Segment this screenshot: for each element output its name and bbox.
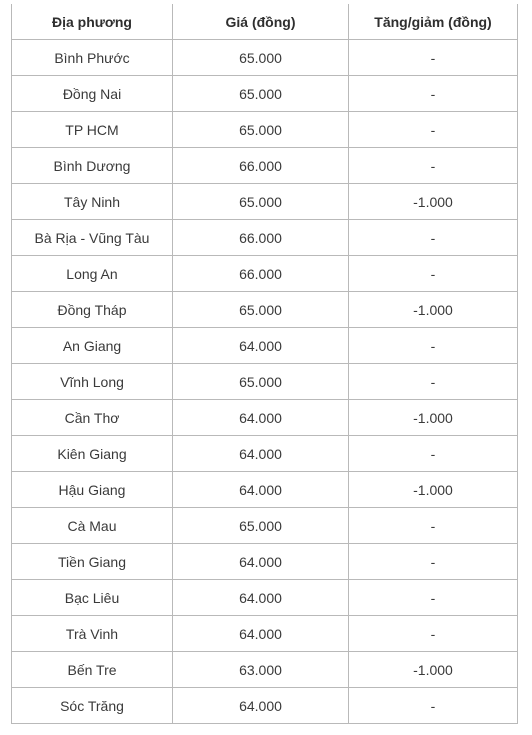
cell-change: - xyxy=(349,544,518,580)
table-row xyxy=(12,76,518,112)
cell-locality: Cà Mau xyxy=(12,508,173,544)
cell-change: - xyxy=(349,364,518,400)
cell-price: 65.000 xyxy=(173,40,349,76)
cell-change: -1.000 xyxy=(349,472,518,508)
cell-locality: An Giang xyxy=(12,328,173,364)
cell-locality: TP HCM xyxy=(12,112,173,148)
cell-change: - xyxy=(349,40,518,76)
cell-change: - xyxy=(349,112,518,148)
cell-locality: Hậu Giang xyxy=(12,472,173,508)
cell-change: -1.000 xyxy=(349,652,518,688)
header-row xyxy=(12,4,518,40)
cell-change: - xyxy=(349,148,518,184)
cell-locality: Tây Ninh xyxy=(12,184,173,220)
cell-locality: Đồng Nai xyxy=(12,76,173,112)
cell-locality: Bến Tre xyxy=(12,652,173,688)
cell-locality: Tiền Giang xyxy=(12,544,173,580)
cell-price: 65.000 xyxy=(173,76,349,112)
cell-price: 65.000 xyxy=(173,364,349,400)
cell-price: 65.000 xyxy=(173,112,349,148)
cell-locality: Cần Thơ xyxy=(12,400,173,436)
cell-price: 65.000 xyxy=(173,292,349,328)
table-row xyxy=(12,256,518,292)
cell-price: 64.000 xyxy=(173,436,349,472)
cell-locality: Sóc Trăng xyxy=(12,688,173,724)
cell-price: 66.000 xyxy=(173,148,349,184)
cell-change: - xyxy=(349,76,518,112)
cell-change: - xyxy=(349,220,518,256)
cell-change: - xyxy=(349,580,518,616)
cell-price: 63.000 xyxy=(173,652,349,688)
cell-locality: Vĩnh Long xyxy=(12,364,173,400)
cell-price: 64.000 xyxy=(173,616,349,652)
cell-change: -1.000 xyxy=(349,400,518,436)
cell-price: 66.000 xyxy=(173,220,349,256)
cell-price: 64.000 xyxy=(173,580,349,616)
cell-change: -1.000 xyxy=(349,184,518,220)
cell-locality: Long An xyxy=(12,256,173,292)
table-row xyxy=(12,580,518,616)
table-row xyxy=(12,40,518,76)
table-header xyxy=(12,4,518,40)
cell-price: 65.000 xyxy=(173,508,349,544)
cell-change: -1.000 xyxy=(349,292,518,328)
cell-price: 64.000 xyxy=(173,472,349,508)
header-price: Giá (đồng) xyxy=(173,4,349,40)
table-row xyxy=(12,544,518,580)
table-row xyxy=(12,184,518,220)
cell-price: 64.000 xyxy=(173,400,349,436)
table-body xyxy=(12,40,518,724)
table-row xyxy=(12,148,518,184)
cell-change: - xyxy=(349,328,518,364)
cell-price: 66.000 xyxy=(173,256,349,292)
cell-locality: Bà Rịa - Vũng Tàu xyxy=(12,220,173,256)
table-row xyxy=(12,292,518,328)
table-row xyxy=(12,112,518,148)
table-row xyxy=(12,364,518,400)
table-row xyxy=(12,220,518,256)
cell-locality: Bình Phước xyxy=(12,40,173,76)
cell-change: - xyxy=(349,256,518,292)
header-locality: Địa phương xyxy=(12,4,173,40)
table-row xyxy=(12,436,518,472)
cell-locality: Bạc Liêu xyxy=(12,580,173,616)
table-row xyxy=(12,328,518,364)
table-row xyxy=(12,616,518,652)
cell-change: - xyxy=(349,688,518,724)
table-row xyxy=(12,688,518,724)
price-table xyxy=(11,4,518,724)
table-row xyxy=(12,508,518,544)
cell-locality: Bình Dương xyxy=(12,148,173,184)
cell-price: 64.000 xyxy=(173,544,349,580)
cell-price: 65.000 xyxy=(173,184,349,220)
header-change: Tăng/giảm (đồng) xyxy=(349,4,518,40)
cell-price: 64.000 xyxy=(173,688,349,724)
cell-price: 64.000 xyxy=(173,328,349,364)
cell-locality: Đồng Tháp xyxy=(12,292,173,328)
cell-change: - xyxy=(349,616,518,652)
cell-locality: Trà Vinh xyxy=(12,616,173,652)
table-row xyxy=(12,400,518,436)
table-row xyxy=(12,472,518,508)
cell-change: - xyxy=(349,436,518,472)
cell-change: - xyxy=(349,508,518,544)
cell-locality: Kiên Giang xyxy=(12,436,173,472)
table-row xyxy=(12,652,518,688)
